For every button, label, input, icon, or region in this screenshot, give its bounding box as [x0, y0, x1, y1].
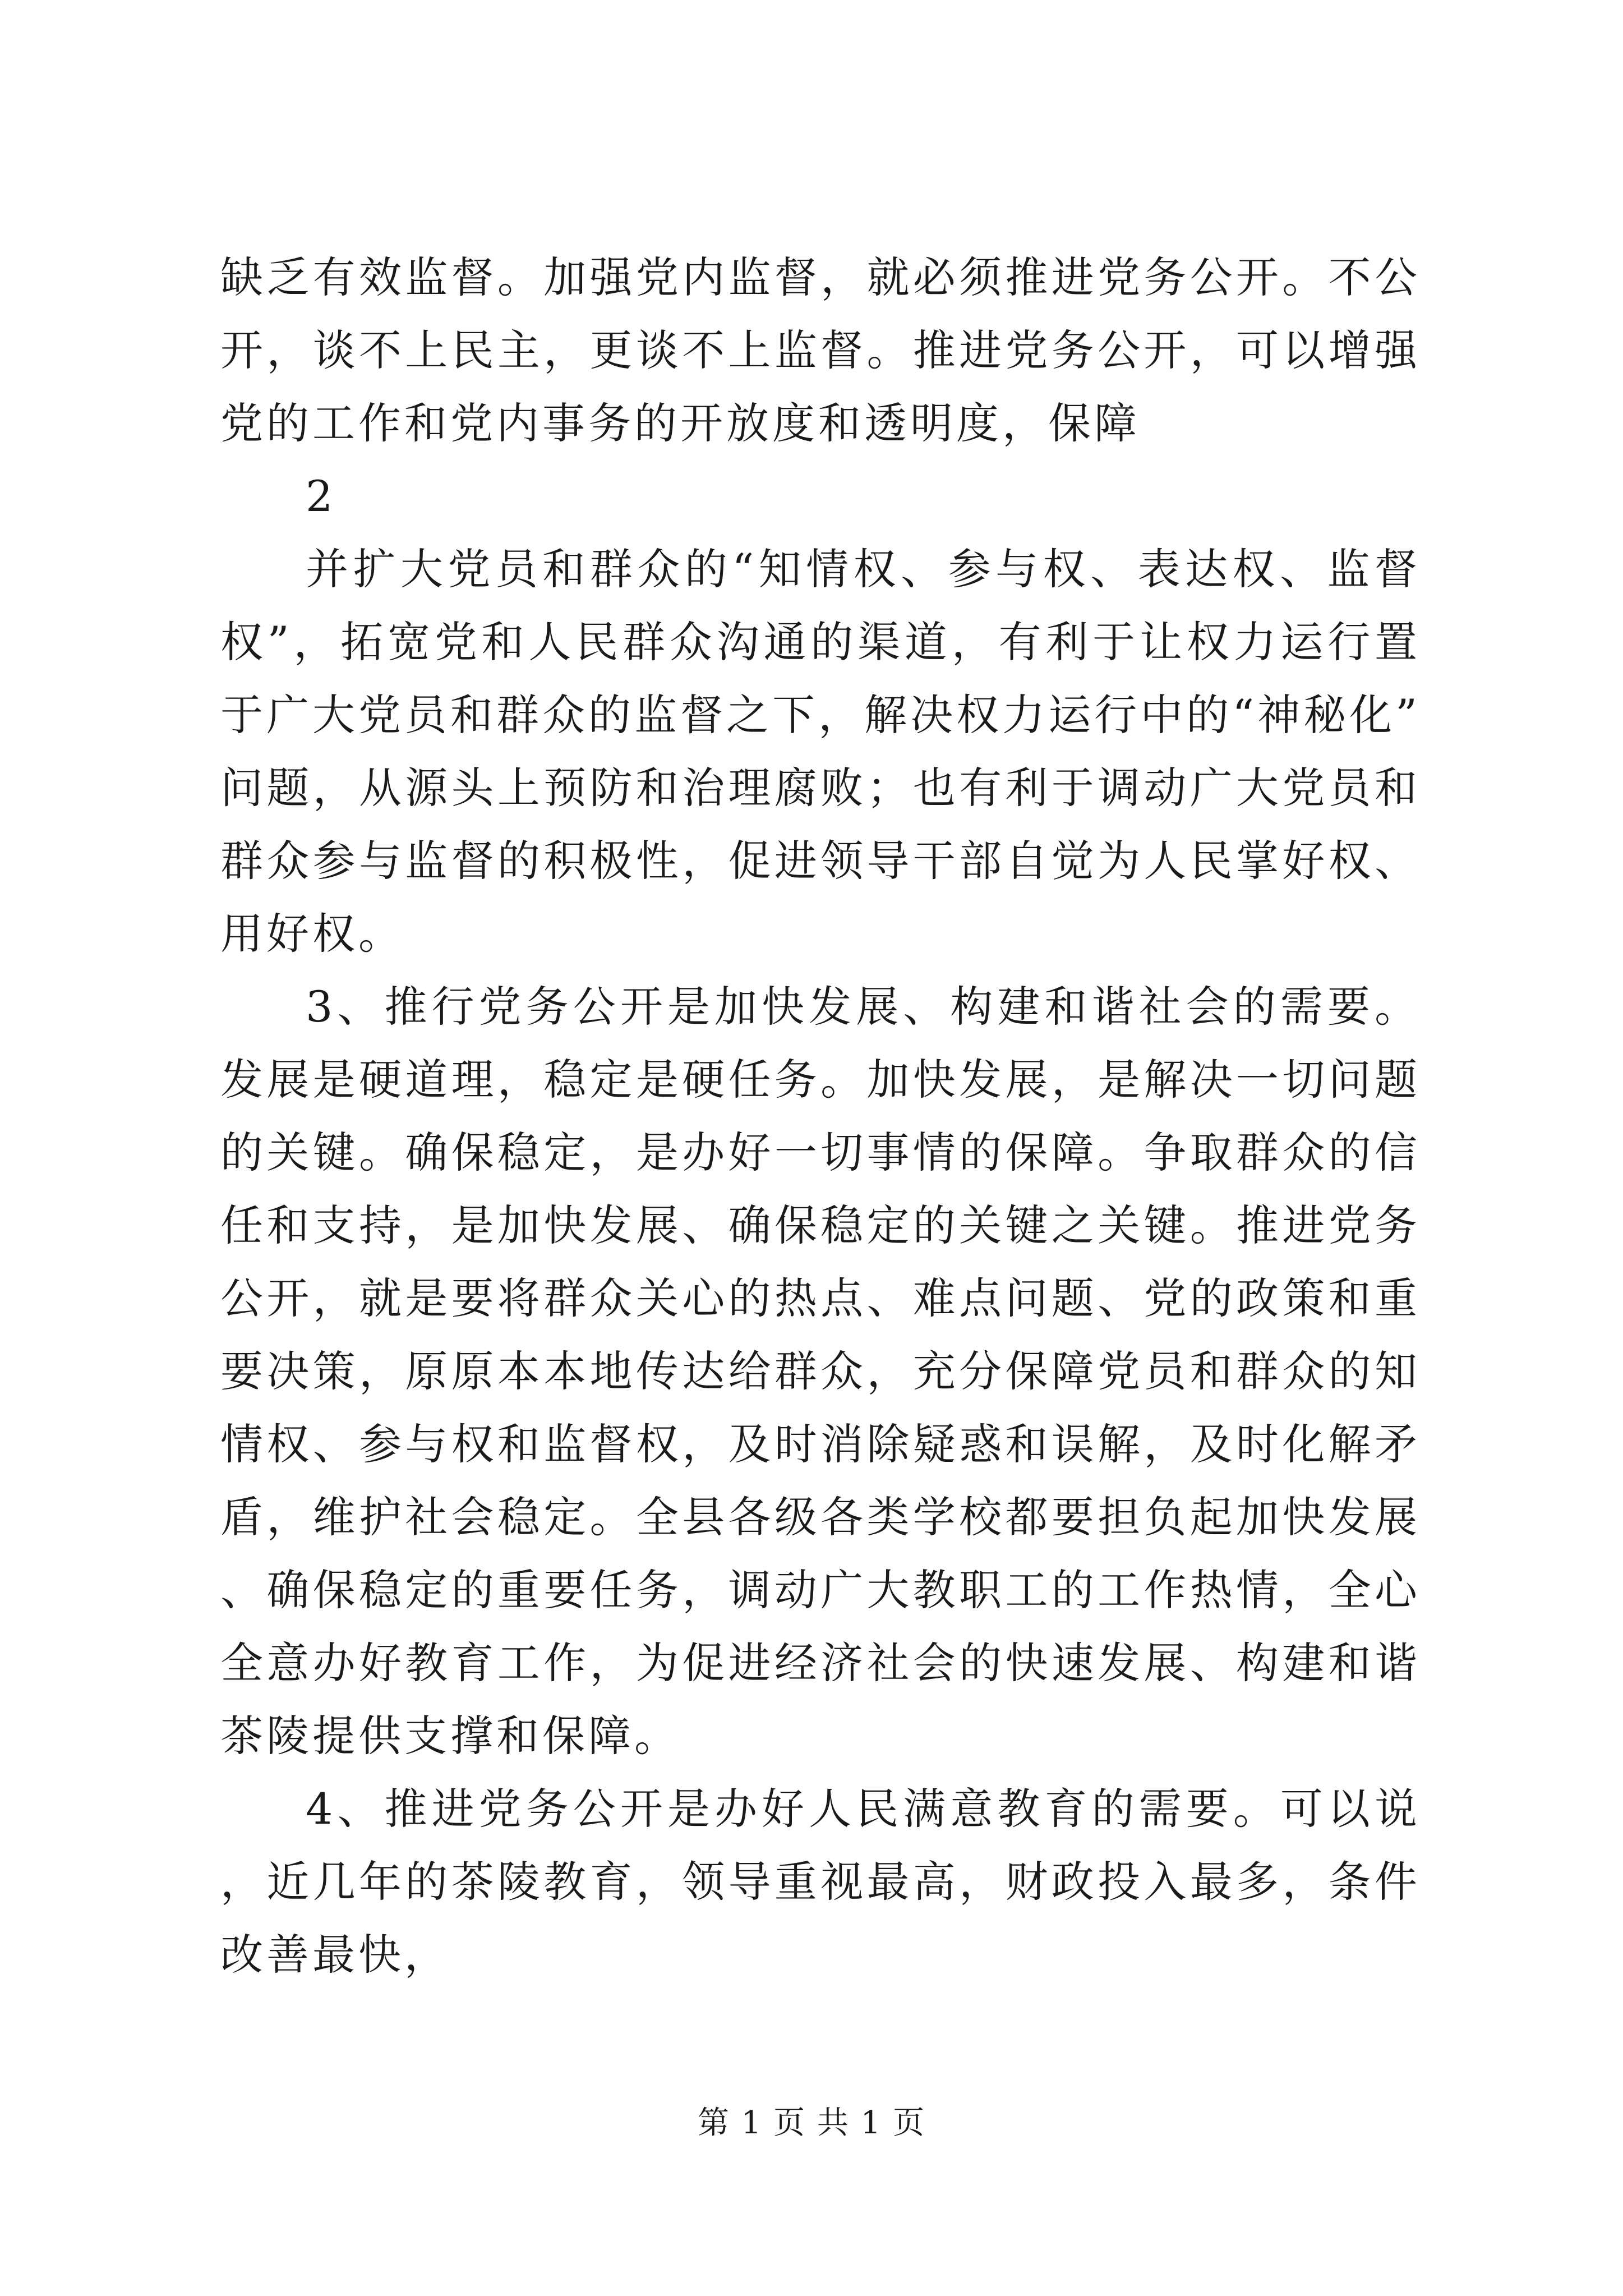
page-footer: 第 1 页 共 1 页	[697, 2105, 926, 2141]
document-body	[220, 241, 1421, 1991]
paragraph-4: 4、推进党务公开是办好人民满意教育的需要。可以说，近几年的茶陵教育，领导重视最高，财政投入最多，条件改善最快，	[220, 1784, 1421, 1980]
inline-page-number: 2	[306, 471, 336, 521]
paragraph-2: 并扩大党员和群众的“知情权、参与权、表达权、监督权”，拓宽党和人民群众沟通的渠道，有利于让权力运行置于广大党员和群众的监督之下，解决权力运行中的“神秘化”问题，从源头上预防和治理腐败；也有利于调动广大党员和群众参与监督的积极性，促进领导干部自觉为人民掌好权、用好权。	[220, 544, 1421, 959]
paragraph-1: 缺乏有效监督。加强党内监督，就必须推进党务公开。不公开，谈不上民主，更谈不上监督。推进党务公开，可以增强党的工作和党内事务的开放度和透明度，保障	[220, 252, 1421, 448]
paragraph-3: 3、推行党务公开是加快发展、构建和谐社会的需要。发展是硬道理，稳定是硬任务。加快发展，是解决一切问题的关键。确保稳定，是办好一切事情的保障。争取群众的信任和支持，是加快发展、确保稳定的关键之关键。推进党务公开，就是要将群众关心的热点、难点问题、党的政策和重要决策，原原本本地传达给群众，充分保障党员和群众的知情权、参与权和监督权，及时消除疑惑和误解，及时化解矛盾，维护社会稳定。全县各级各类学校都要担负起加快发展、确保稳定的重要任务，调动广大教职工的工作热情，全心全意办好教育工作，为促进经济社会的快速发展、构建和谐茶陵提供支撑和保障。	[220, 982, 1421, 1761]
